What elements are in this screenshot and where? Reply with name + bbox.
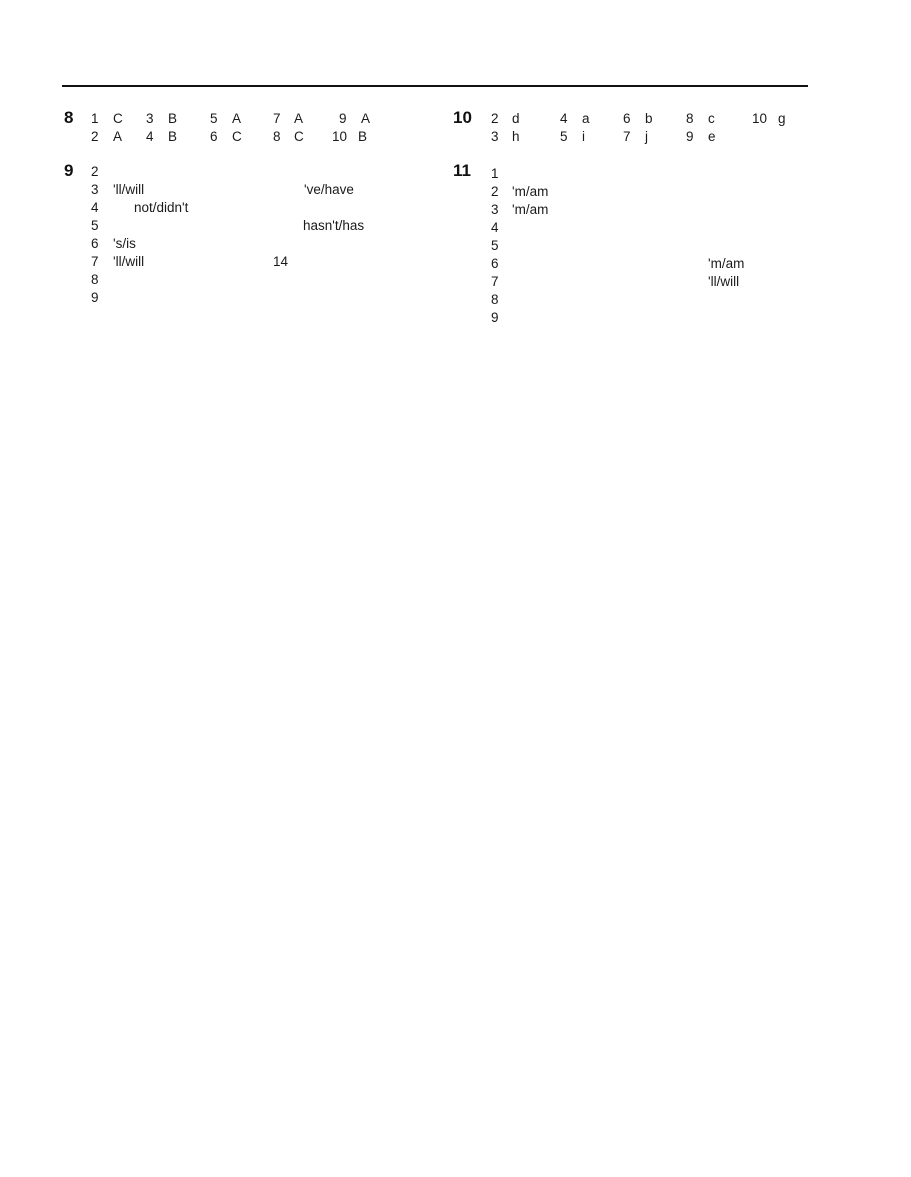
answer: not/didn't [134,200,189,215]
item-number: 6 [91,236,99,251]
answer: 'm/am [512,202,549,217]
answer: 'll/will [708,274,740,289]
answer: 's/is [113,236,136,251]
item-number: 8 [91,272,99,287]
answer: 'm/am [708,256,745,271]
answer: A [232,111,242,126]
item-number: 5 [491,238,499,253]
item-number: 2 [491,111,499,126]
item-number: 8 [273,129,281,144]
item-number: 6 [491,256,499,271]
exercise-number-9: 9 [64,161,74,180]
answer: g [778,111,786,126]
item-number: 9 [91,290,99,305]
answer: 14 [273,254,289,269]
answer: A [294,111,304,126]
answer: 'll/will [113,182,145,197]
item-number: 5 [560,129,568,144]
item-number: 7 [91,254,99,269]
item-number: 3 [491,129,499,144]
exercise-number-10: 10 [453,108,472,127]
item-number: 3 [146,111,154,126]
item-number: 2 [491,184,499,199]
item-number: 6 [210,129,218,144]
answer: C [113,111,123,126]
answer: c [708,111,715,126]
answer: 'll/will [113,254,145,269]
item-number: 5 [91,218,99,233]
item-number: 7 [491,274,499,289]
item-number: 10 [332,129,348,144]
item-number: 4 [146,129,154,144]
answer: A [113,129,123,144]
item-number: 2 [91,164,99,179]
item-number: 3 [91,182,99,197]
item-number: 1 [491,166,499,181]
item-number: 2 [91,129,99,144]
item-number: 9 [686,129,694,144]
answer: A [361,111,371,126]
item-number: 4 [491,220,499,235]
answer: d [512,111,520,126]
answer: a [582,111,590,126]
item-number: 1 [91,111,99,126]
answer: C [232,129,242,144]
item-number: 6 [623,111,631,126]
item-number: 4 [560,111,568,126]
answer: j [645,129,648,144]
item-number: 9 [339,111,347,126]
answer: 've/have [304,182,354,197]
answer: B [168,111,178,126]
answer: i [582,129,585,144]
item-number: 8 [686,111,694,126]
answer: hasn't/has [303,218,365,233]
answer: C [294,129,304,144]
item-number: 7 [273,111,281,126]
header-rule [62,85,808,87]
answer: h [512,129,520,144]
exercise-number-11: 11 [453,161,471,180]
answer: e [708,129,716,144]
item-number: 10 [752,111,768,126]
exercise-number-8: 8 [64,108,74,127]
item-number: 9 [491,310,499,325]
item-number: 7 [623,129,631,144]
answer: B [168,129,178,144]
item-number: 4 [91,200,99,215]
answer: b [645,111,653,126]
answer: B [358,129,368,144]
item-number: 8 [491,292,499,307]
item-number: 5 [210,111,218,126]
answer: 'm/am [512,184,549,199]
item-number: 3 [491,202,499,217]
